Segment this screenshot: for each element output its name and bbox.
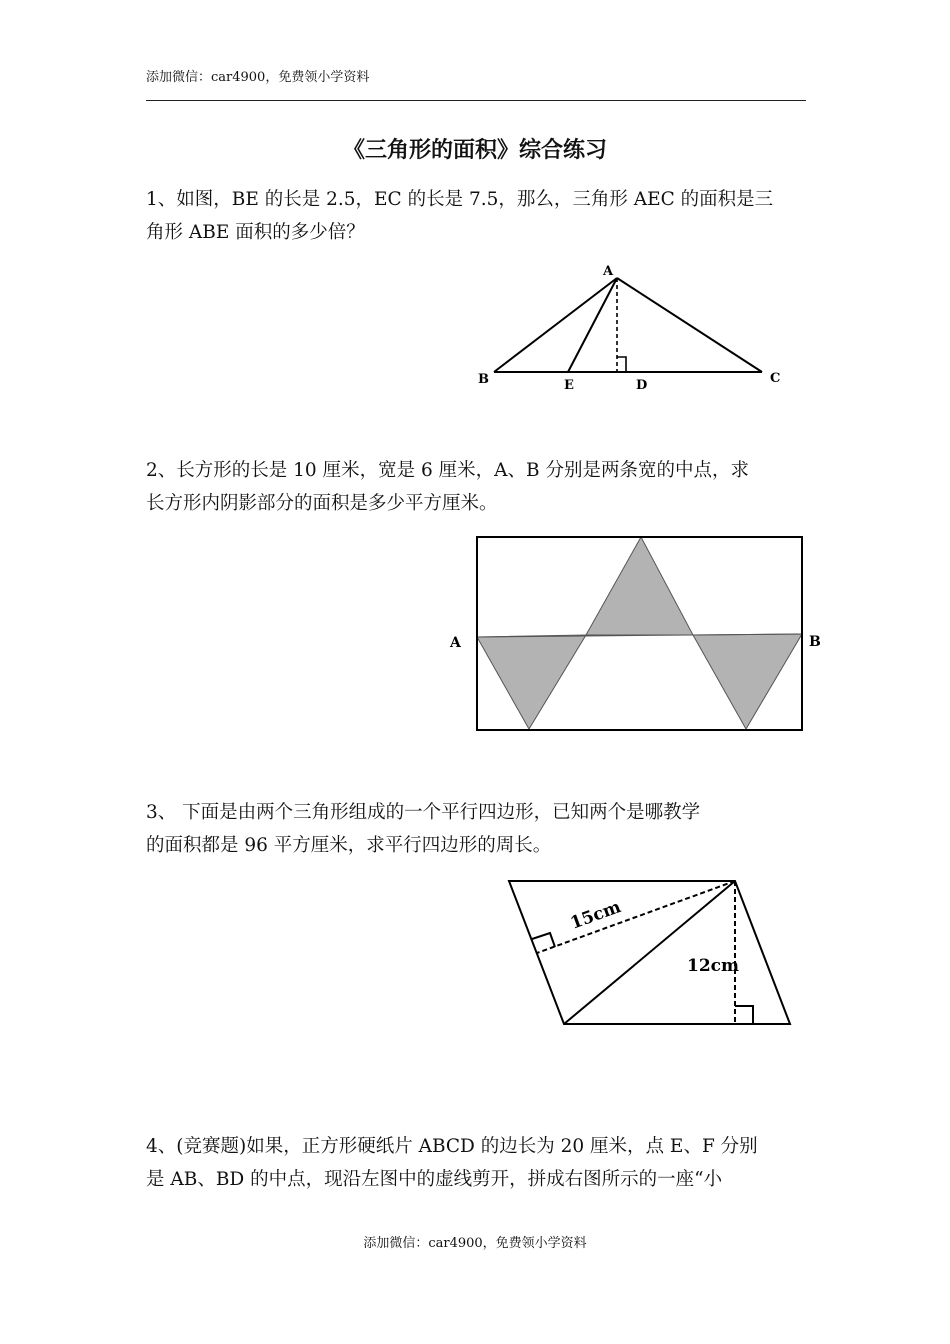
- diagonal: [564, 881, 735, 1024]
- question-4: [146, 1130, 808, 1196]
- question-4-line-2: 是 AB、BD 的中点，现沿左图中的虚线剪开，拼成右图所示的一座“小: [146, 1169, 723, 1190]
- label-b: B: [478, 372, 489, 387]
- label-d: D: [636, 378, 648, 393]
- question-2-line-2: 长方形内阴影部分的面积是多少平方厘米。: [146, 493, 498, 514]
- label-15cm: 15cm: [567, 897, 624, 934]
- right-angle-mark: [617, 357, 626, 372]
- figure-3-parallelogram: [500, 872, 800, 1032]
- label-e: E: [564, 378, 574, 393]
- label-12cm: 12cm: [687, 956, 739, 976]
- right-angle-mark-bottom: [735, 1006, 753, 1024]
- question-4-line-1: 4、(竞赛题)如果，正方形硬纸片 ABCD 的边长为 20 厘米，点 E、F 分别: [146, 1136, 758, 1157]
- shaded-triangle-left: [477, 635, 586, 729]
- question-2-line-1: 2、长方形的长是 10 厘米，宽是 6 厘米，A、B 分别是两条宽的中点，求: [146, 460, 749, 481]
- label-a: A: [450, 635, 461, 651]
- question-3: [146, 796, 808, 862]
- question-1: [146, 183, 808, 249]
- question-1-line-1: 1、如图，BE 的长是 2.5，EC 的长是 7.5，那么，三角形 AEC 的面积是三: [146, 189, 774, 210]
- figure-2-rectangle: [440, 530, 830, 740]
- shaded-triangle-middle: [586, 537, 693, 635]
- right-angle-mark-left: [532, 933, 555, 947]
- question-3-line-1: 3、 下面是由两个三角形组成的一个平行四边形，已知两个是哪教学: [146, 802, 701, 823]
- side-ac: [617, 278, 762, 372]
- shaded-triangle-right: [693, 634, 802, 729]
- footer-note: 添加微信：car4900，免费领小学资料: [363, 1236, 587, 1251]
- segment-ae: [568, 278, 617, 372]
- label-c: C: [770, 371, 781, 386]
- label-b: B: [809, 634, 821, 650]
- label-a: A: [603, 264, 614, 279]
- question-2: [146, 454, 808, 520]
- question-1-line-2: 角形 ABE 面积的多少倍？: [146, 222, 365, 243]
- height-15cm: [537, 881, 735, 953]
- figure-1-triangle: [470, 258, 790, 398]
- question-3-line-2: 的面积都是 96 平方厘米，求平行四边形的周长。: [146, 835, 552, 856]
- header-divider: [146, 100, 806, 101]
- page-title: 《三角形的面积》综合练习: [342, 137, 607, 163]
- side-ab: [494, 278, 617, 372]
- header-note: 添加微信：car4900，免费领小学资料: [146, 70, 370, 85]
